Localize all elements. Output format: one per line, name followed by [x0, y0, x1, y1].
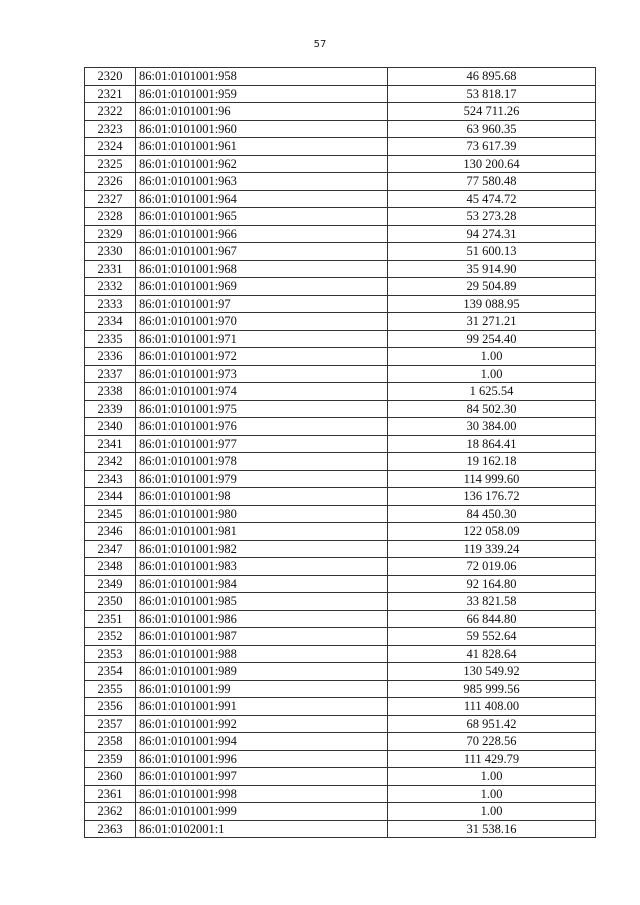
row-number-cell: 2346	[85, 523, 136, 541]
table-row	[85, 785, 596, 803]
cadastral-number-cell: 86:01:0101001:985	[136, 593, 388, 611]
cadastral-number-cell: 86:01:0101001:991	[136, 698, 388, 716]
table-row	[85, 628, 596, 646]
row-number-cell: 2324	[85, 138, 136, 156]
table-row	[85, 768, 596, 786]
row-number-cell: 2322	[85, 103, 136, 121]
table-row	[85, 68, 596, 86]
cadastral-value-cell: 53 273.28	[388, 208, 596, 226]
row-number-cell: 2358	[85, 733, 136, 751]
table-row	[85, 330, 596, 348]
cadastral-number-cell: 86:01:0101001:994	[136, 733, 388, 751]
cadastral-value-cell: 139 088.95	[388, 295, 596, 313]
cadastral-number-cell: 86:01:0101001:976	[136, 418, 388, 436]
cadastral-value-cell: 51 600.13	[388, 243, 596, 261]
cadastral-number-cell: 86:01:0101001:998	[136, 785, 388, 803]
cadastral-value-cell: 130 549.92	[388, 663, 596, 681]
row-number-cell: 2345	[85, 505, 136, 523]
cadastral-number-cell: 86:01:0101001:99	[136, 680, 388, 698]
cadastral-number-cell: 86:01:0102001:1	[136, 820, 388, 838]
cadastral-number-cell: 86:01:0101001:97	[136, 295, 388, 313]
cadastral-value-cell: 45 474.72	[388, 190, 596, 208]
row-number-cell: 2327	[85, 190, 136, 208]
table-body	[85, 68, 596, 838]
row-number-cell: 2333	[85, 295, 136, 313]
row-number-cell: 2328	[85, 208, 136, 226]
row-number-cell: 2343	[85, 470, 136, 488]
table-row	[85, 645, 596, 663]
row-number-cell: 2325	[85, 155, 136, 173]
cadastral-value-cell: 41 828.64	[388, 645, 596, 663]
row-number-cell: 2330	[85, 243, 136, 261]
cadastral-number-cell: 86:01:0101001:971	[136, 330, 388, 348]
cadastral-value-cell: 29 504.89	[388, 278, 596, 296]
cadastral-value-cell: 1 625.54	[388, 383, 596, 401]
cadastral-value-cell: 35 914.90	[388, 260, 596, 278]
row-number-cell: 2331	[85, 260, 136, 278]
cadastral-number-cell: 86:01:0101001:962	[136, 155, 388, 173]
table-row	[85, 400, 596, 418]
cadastral-number-cell: 86:01:0101001:974	[136, 383, 388, 401]
table-row	[85, 173, 596, 191]
table-row	[85, 418, 596, 436]
cadastral-value-cell: 1.00	[388, 803, 596, 821]
cadastral-value-cell: 99 254.40	[388, 330, 596, 348]
cadastral-number-cell: 86:01:0101001:981	[136, 523, 388, 541]
cadastral-value-cell: 77 580.48	[388, 173, 596, 191]
table-row	[85, 540, 596, 558]
cadastral-value-cell: 19 162.18	[388, 453, 596, 471]
cadastral-number-cell: 86:01:0101001:987	[136, 628, 388, 646]
table-row	[85, 295, 596, 313]
table-row	[85, 383, 596, 401]
table-row	[85, 698, 596, 716]
table-row	[85, 260, 596, 278]
table-row	[85, 225, 596, 243]
cadastral-value-cell: 30 384.00	[388, 418, 596, 436]
table-row	[85, 470, 596, 488]
table-row	[85, 663, 596, 681]
cadastral-value-cell: 1.00	[388, 365, 596, 383]
cadastral-value-cell: 72 019.06	[388, 558, 596, 576]
cadastral-value-cell: 33 821.58	[388, 593, 596, 611]
cadastral-value-cell: 92 164.80	[388, 575, 596, 593]
cadastral-number-cell: 86:01:0101001:968	[136, 260, 388, 278]
cadastral-value-cell: 59 552.64	[388, 628, 596, 646]
table-row	[85, 435, 596, 453]
cadastral-number-cell: 86:01:0101001:959	[136, 85, 388, 103]
table-row	[85, 558, 596, 576]
row-number-cell: 2351	[85, 610, 136, 628]
cadastral-value-cell: 1.00	[388, 768, 596, 786]
row-number-cell: 2357	[85, 715, 136, 733]
table-row	[85, 155, 596, 173]
cadastral-value-cell: 985 999.56	[388, 680, 596, 698]
table-row	[85, 820, 596, 838]
row-number-cell: 2334	[85, 313, 136, 331]
table-row	[85, 348, 596, 366]
table-row	[85, 488, 596, 506]
table-row	[85, 190, 596, 208]
cadastral-value-cell: 136 176.72	[388, 488, 596, 506]
table-row	[85, 313, 596, 331]
cadastral-value-table	[84, 67, 596, 838]
cadastral-value-cell: 63 960.35	[388, 120, 596, 138]
cadastral-number-cell: 86:01:0101001:970	[136, 313, 388, 331]
table-row	[85, 575, 596, 593]
cadastral-number-cell: 86:01:0101001:963	[136, 173, 388, 191]
row-number-cell: 2340	[85, 418, 136, 436]
cadastral-number-cell: 86:01:0101001:977	[136, 435, 388, 453]
row-number-cell: 2347	[85, 540, 136, 558]
row-number-cell: 2336	[85, 348, 136, 366]
row-number-cell: 2323	[85, 120, 136, 138]
row-number-cell: 2354	[85, 663, 136, 681]
cadastral-number-cell: 86:01:0101001:999	[136, 803, 388, 821]
row-number-cell: 2335	[85, 330, 136, 348]
cadastral-value-cell: 84 502.30	[388, 400, 596, 418]
table-row	[85, 138, 596, 156]
row-number-cell: 2360	[85, 768, 136, 786]
cadastral-number-cell: 86:01:0101001:958	[136, 68, 388, 86]
cadastral-number-cell: 86:01:0101001:997	[136, 768, 388, 786]
row-number-cell: 2339	[85, 400, 136, 418]
row-number-cell: 2326	[85, 173, 136, 191]
cadastral-number-cell: 86:01:0101001:96	[136, 103, 388, 121]
cadastral-number-cell: 86:01:0101001:973	[136, 365, 388, 383]
cadastral-value-cell: 31 538.16	[388, 820, 596, 838]
cadastral-number-cell: 86:01:0101001:965	[136, 208, 388, 226]
cadastral-value-cell: 122 058.09	[388, 523, 596, 541]
table-row	[85, 103, 596, 121]
cadastral-value-cell: 68 951.42	[388, 715, 596, 733]
row-number-cell: 2359	[85, 750, 136, 768]
cadastral-number-cell: 86:01:0101001:983	[136, 558, 388, 576]
table-row	[85, 593, 596, 611]
cadastral-value-cell: 18 864.41	[388, 435, 596, 453]
table-row	[85, 278, 596, 296]
cadastral-number-cell: 86:01:0101001:960	[136, 120, 388, 138]
row-number-cell: 2350	[85, 593, 136, 611]
row-number-cell: 2362	[85, 803, 136, 821]
cadastral-number-cell: 86:01:0101001:978	[136, 453, 388, 471]
cadastral-value-cell: 111 429.79	[388, 750, 596, 768]
cadastral-value-cell: 1.00	[388, 785, 596, 803]
cadastral-number-cell: 86:01:0101001:980	[136, 505, 388, 523]
cadastral-value-cell: 70 228.56	[388, 733, 596, 751]
table-row	[85, 750, 596, 768]
cadastral-number-cell: 86:01:0101001:964	[136, 190, 388, 208]
row-number-cell: 2344	[85, 488, 136, 506]
cadastral-number-cell: 86:01:0101001:979	[136, 470, 388, 488]
row-number-cell: 2349	[85, 575, 136, 593]
cadastral-value-cell: 94 274.31	[388, 225, 596, 243]
row-number-cell: 2338	[85, 383, 136, 401]
cadastral-number-cell: 86:01:0101001:975	[136, 400, 388, 418]
cadastral-number-cell: 86:01:0101001:996	[136, 750, 388, 768]
table-row	[85, 715, 596, 733]
cadastral-number-cell: 86:01:0101001:972	[136, 348, 388, 366]
cadastral-number-cell: 86:01:0101001:982	[136, 540, 388, 558]
row-number-cell: 2329	[85, 225, 136, 243]
table-row	[85, 120, 596, 138]
table-row	[85, 680, 596, 698]
table-row	[85, 610, 596, 628]
row-number-cell: 2355	[85, 680, 136, 698]
cadastral-value-cell: 119 339.24	[388, 540, 596, 558]
table-row	[85, 243, 596, 261]
cadastral-number-cell: 86:01:0101001:992	[136, 715, 388, 733]
cadastral-number-cell: 86:01:0101001:969	[136, 278, 388, 296]
cadastral-value-cell: 1.00	[388, 348, 596, 366]
row-number-cell: 2321	[85, 85, 136, 103]
row-number-cell: 2353	[85, 645, 136, 663]
cadastral-number-cell: 86:01:0101001:961	[136, 138, 388, 156]
table-row	[85, 733, 596, 751]
row-number-cell: 2352	[85, 628, 136, 646]
cadastral-value-cell: 73 617.39	[388, 138, 596, 156]
table-row	[85, 523, 596, 541]
row-number-cell: 2348	[85, 558, 136, 576]
row-number-cell: 2356	[85, 698, 136, 716]
table-row	[85, 453, 596, 471]
cadastral-value-cell: 53 818.17	[388, 85, 596, 103]
cadastral-number-cell: 86:01:0101001:98	[136, 488, 388, 506]
row-number-cell: 2361	[85, 785, 136, 803]
row-number-cell: 2342	[85, 453, 136, 471]
table-row	[85, 365, 596, 383]
table-row	[85, 85, 596, 103]
cadastral-value-cell: 111 408.00	[388, 698, 596, 716]
row-number-cell: 2363	[85, 820, 136, 838]
row-number-cell: 2332	[85, 278, 136, 296]
cadastral-value-cell: 66 844.80	[388, 610, 596, 628]
cadastral-number-cell: 86:01:0101001:967	[136, 243, 388, 261]
table-row	[85, 208, 596, 226]
cadastral-number-cell: 86:01:0101001:966	[136, 225, 388, 243]
row-number-cell: 2337	[85, 365, 136, 383]
row-number-cell: 2341	[85, 435, 136, 453]
table-row	[85, 803, 596, 821]
cadastral-number-cell: 86:01:0101001:986	[136, 610, 388, 628]
cadastral-number-cell: 86:01:0101001:988	[136, 645, 388, 663]
cadastral-number-cell: 86:01:0101001:989	[136, 663, 388, 681]
page-number: 57	[313, 39, 327, 50]
cadastral-value-cell: 31 271.21	[388, 313, 596, 331]
table-row	[85, 505, 596, 523]
cadastral-value-cell: 114 999.60	[388, 470, 596, 488]
cadastral-value-cell: 130 200.64	[388, 155, 596, 173]
cadastral-value-cell: 46 895.68	[388, 68, 596, 86]
cadastral-number-cell: 86:01:0101001:984	[136, 575, 388, 593]
cadastral-value-cell: 524 711.26	[388, 103, 596, 121]
row-number-cell: 2320	[85, 68, 136, 86]
cadastral-value-cell: 84 450.30	[388, 505, 596, 523]
